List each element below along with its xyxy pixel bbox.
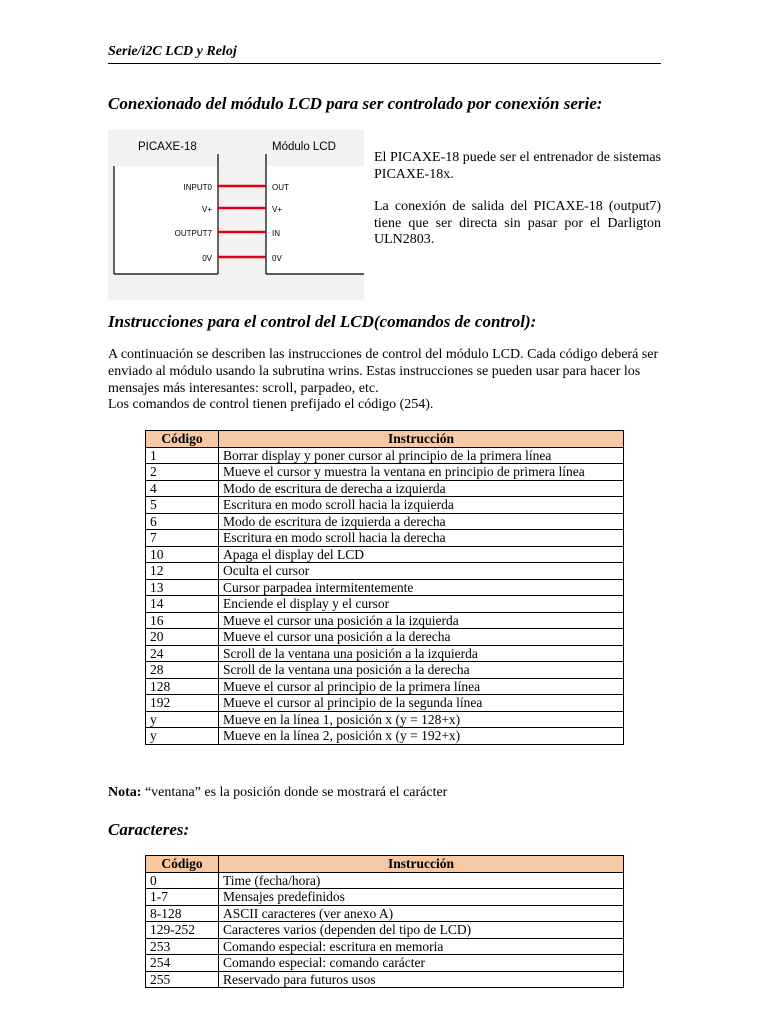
instruction-cell: Modo de escritura de derecha a izquierda [219,480,624,497]
instruction-cell: Comando especial: comando carácter [219,955,624,972]
table-row [146,596,624,613]
table-row [146,711,624,728]
table-row [146,579,624,596]
code-cell: 2 [146,464,219,481]
pin-0v-right: 0V [272,254,282,263]
code-cell: 1-7 [146,889,219,906]
table-row [146,546,624,563]
table-row [146,872,624,889]
column-header-instruction: Instrucción [219,431,624,448]
code-cell: 6 [146,513,219,530]
instruction-cell: Mueve en la línea 2, posición x (y = 192+x) [219,728,624,745]
pin-0v-left: 0V [202,254,212,263]
instruction-cell: Scroll de la ventana una posición a la izquierda [219,645,624,662]
column-header-instruction: Instrucción [219,856,624,873]
instruction-cell: Mueve el cursor una posición a la derecha [219,629,624,646]
instruction-cell: Cursor parpadea intermitentemente [219,579,624,596]
instruction-cell: Reservado para futuros usos [219,971,624,988]
section-heading-instructions: Instrucciones para el control del LCD(comandos de control): [108,312,537,331]
table-row [146,645,624,662]
code-cell: 253 [146,938,219,955]
table-row [146,629,624,646]
table-row [146,530,624,547]
code-cell: 13 [146,579,219,596]
lcd-title: Módulo LCD [272,141,336,153]
pin-output7: OUTPUT7 [174,229,212,238]
code-cell: 28 [146,662,219,679]
table-row [146,678,624,695]
table-row [146,447,624,464]
pin-in: IN [272,229,280,238]
pin-vplus-right: V+ [272,205,283,214]
instruction-cell: Escritura en modo scroll hacia la izquierda [219,497,624,514]
table-row [146,695,624,712]
code-cell: 128 [146,678,219,695]
table-row [146,563,624,580]
note [108,785,447,801]
code-cell: 8-128 [146,905,219,922]
page-header: Serie/i2C LCD y Reloj [108,44,661,64]
code-cell: 12 [146,563,219,580]
instruction-cell: Mueve el cursor al principio de la segunda línea [219,695,624,712]
table-row [146,464,624,481]
code-cell: 254 [146,955,219,972]
code-cell: 1 [146,447,219,464]
column-header-code: Código [146,856,219,873]
table-header-row [146,856,624,873]
table-row [146,955,624,972]
table-row [146,662,624,679]
table-row [146,971,624,988]
instruction-cell: Mueve el cursor al principio de la primera línea [219,678,624,695]
pin-out: OUT [272,183,289,192]
description-paragraph-2: La conexión de salida del PICAXE-18 (output7) tiene que ser directa sin pasar por el Darligton ULN2803. [374,199,661,247]
note-label: Nota: [108,785,142,800]
picaxe-title: PICAXE-18 [138,141,197,153]
instruction-cell: Time (fecha/hora) [219,872,624,889]
connection-description [374,150,661,265]
code-cell: 10 [146,546,219,563]
code-cell: 4 [146,480,219,497]
note-text: “ventana” es la posición donde se mostrará el carácter [141,785,448,800]
instruction-cell: Comando especial: escritura en memoria [219,938,624,955]
instruction-cell: Scroll de la ventana una posición a la derecha [219,662,624,679]
instruction-cell: ASCII caracteres (ver anexo A) [219,905,624,922]
connection-diagram [108,130,364,300]
table-row [146,905,624,922]
instruction-cell: Mueve el cursor una posición a la izquierda [219,612,624,629]
description-paragraph-1: El PICAXE-18 puede ser el entrenador de sistemas PICAXE-18x. [374,150,661,182]
table-row [146,889,624,906]
pin-input0: INPUT0 [183,183,212,192]
table-row [146,612,624,629]
instruction-cell: Caracteres varios (dependen del tipo de LCD) [219,922,624,939]
control-commands-table [145,430,624,745]
code-cell: 255 [146,971,219,988]
table-row [146,922,624,939]
instruction-cell: Enciende el display y el cursor [219,596,624,613]
code-cell: 5 [146,497,219,514]
code-cell: y [146,711,219,728]
intro-paragraph: A continuación se describen las instrucciones de control del módulo LCD. Cada código deberá ser enviado al módulo usando la subrutina wrins. Estas instrucciones se pueden usar para hacer los mensajes más interesantes: scroll, parpadeo, etc. [108,347,659,396]
table-row [146,728,624,745]
instruction-cell: Oculta el cursor [219,563,624,580]
wiring-diagram-svg [108,130,364,300]
code-cell: y [146,728,219,745]
code-cell: 7 [146,530,219,547]
instruction-cell: Mueve el cursor y muestra la ventana en principio de primera línea [219,464,624,481]
instruction-cell: Apaga el display del LCD [219,546,624,563]
pin-vplus-left: V+ [201,205,212,214]
code-cell: 129-252 [146,922,219,939]
code-cell: 16 [146,612,219,629]
characters-table [145,855,624,988]
intro-line-prefix: Los comandos de control tienen prefijado el código (254). [108,397,434,413]
code-cell: 14 [146,596,219,613]
table-row [146,497,624,514]
instruction-cell: Mensajes predefinidos [219,889,624,906]
code-cell: 192 [146,695,219,712]
table-header-row [146,431,624,448]
column-header-code: Código [146,431,219,448]
table-row [146,480,624,497]
instructions-intro [108,347,661,414]
table-row [146,938,624,955]
instruction-cell: Modo de escritura de izquierda a derecha [219,513,624,530]
instruction-cell: Mueve en la línea 1, posición x (y = 128+x) [219,711,624,728]
table-row [146,513,624,530]
section-heading-connection: Conexionado del módulo LCD para ser controlado por conexión serie: [108,94,603,113]
instruction-cell: Borrar display y poner cursor al principio de la primera línea [219,447,624,464]
code-cell: 20 [146,629,219,646]
code-cell: 24 [146,645,219,662]
section-heading-characters: Caracteres: [108,820,190,839]
code-cell: 0 [146,872,219,889]
instruction-cell: Escritura en modo scroll hacia la derecha [219,530,624,547]
